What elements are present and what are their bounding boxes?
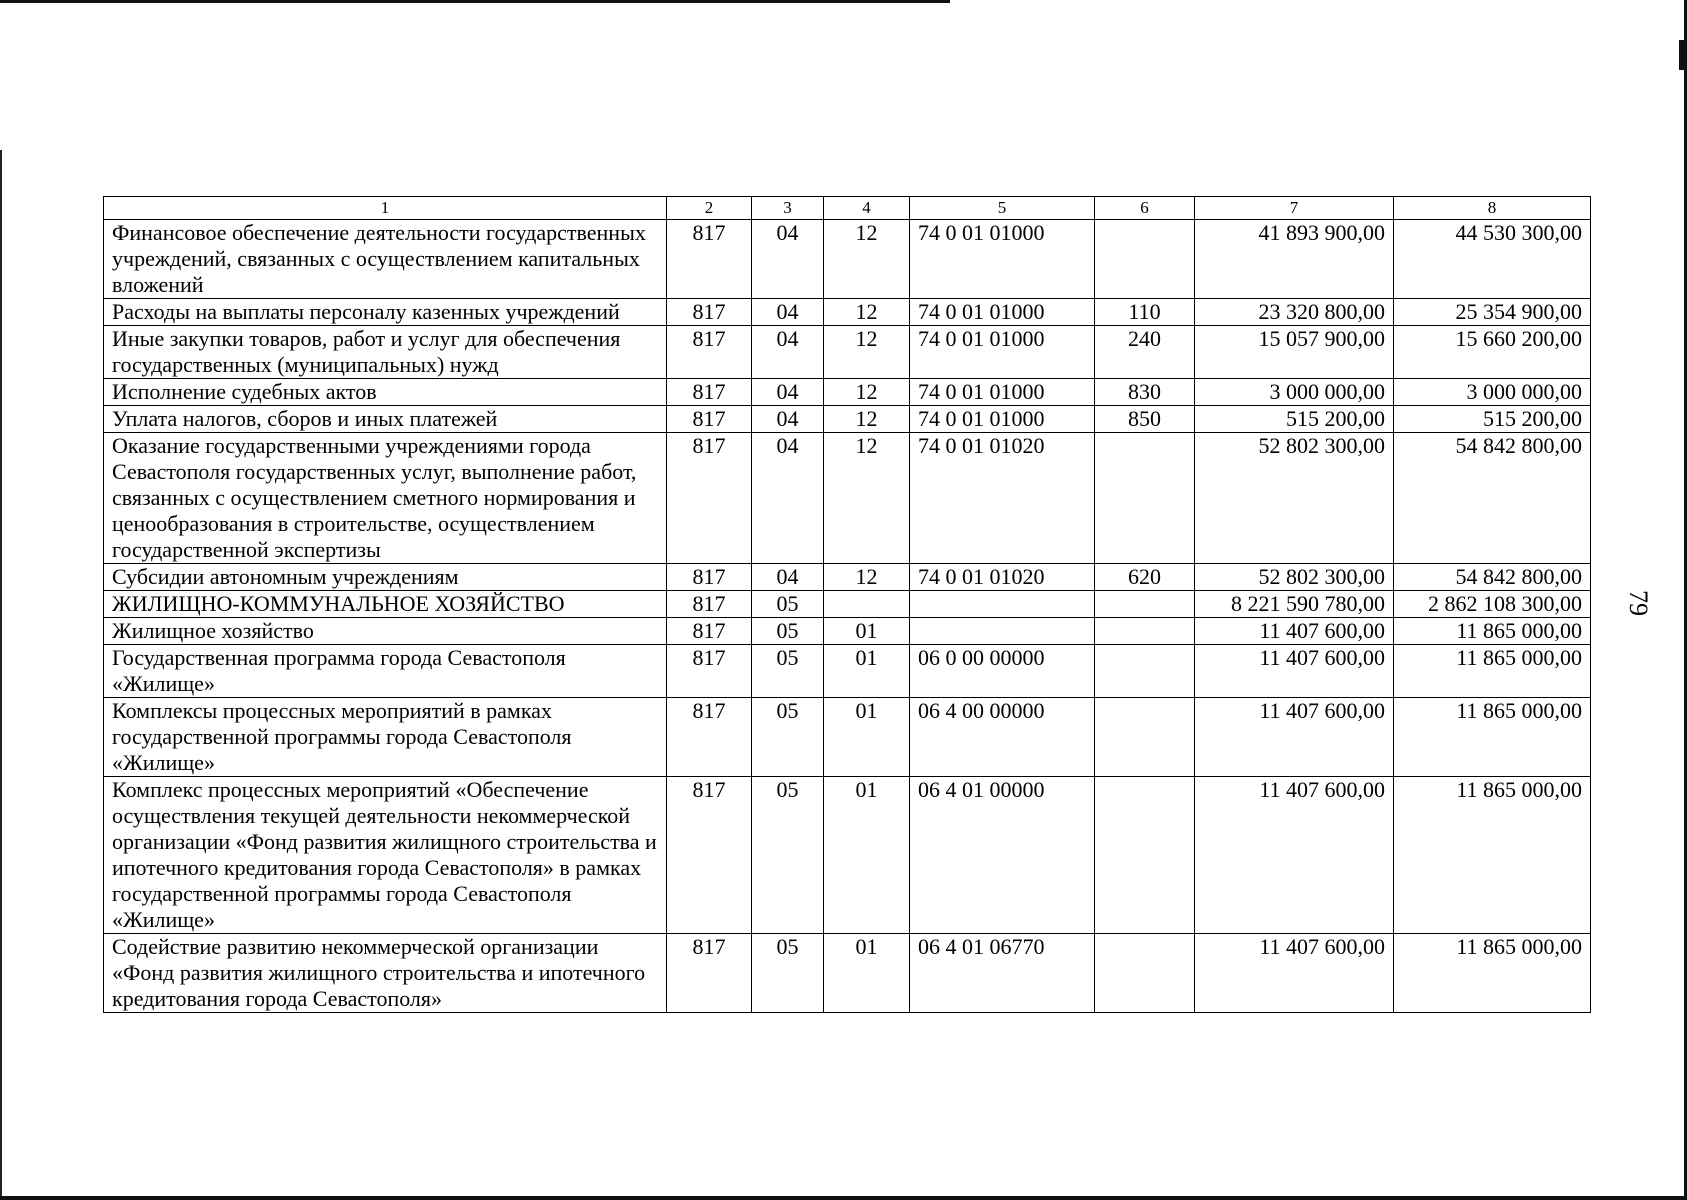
row-name: ЖИЛИЩНО-КОММУНАЛЬНОЕ ХОЗЯЙСТВО <box>104 591 667 618</box>
cell-amount-2: 2 862 108 300,00 <box>1394 591 1591 618</box>
header-row <box>104 197 1591 220</box>
table-row <box>104 220 1591 299</box>
row-name: Государственная программа города Севастополя «Жилище» <box>104 645 667 698</box>
column-header: 5 <box>910 197 1095 220</box>
cell-section: 04 <box>752 299 824 326</box>
row-name: Иные закупки товаров, работ и услуг для обеспечения государственных (муниципальных) нужд <box>104 326 667 379</box>
cell-expense-type <box>1095 220 1195 299</box>
cell-subsection: 12 <box>824 299 910 326</box>
cell-amount-2: 11 865 000,00 <box>1394 645 1591 698</box>
cell-section: 04 <box>752 220 824 299</box>
row-name: Содействие развитию некоммерческой организации «Фонд развития жилищного строительства и ипотечного кредитования города Севастополя» <box>104 934 667 1013</box>
cell-section: 04 <box>752 379 824 406</box>
cell-section: 05 <box>752 934 824 1013</box>
column-header: 7 <box>1195 197 1394 220</box>
cell-section: 04 <box>752 406 824 433</box>
cell-section: 04 <box>752 564 824 591</box>
cell-expense-type <box>1095 698 1195 777</box>
cell-amount-2: 11 865 000,00 <box>1394 698 1591 777</box>
row-name: Субсидии автономным учреждениям <box>104 564 667 591</box>
cell-amount-1: 8 221 590 780,00 <box>1195 591 1394 618</box>
budget-table <box>103 196 1591 1013</box>
cell-subsection: 12 <box>824 564 910 591</box>
row-name: Комплекс процессных мероприятий «Обеспечение осуществления текущей деятельности некоммерческой организации «Фонд развития жилищного строительства и ипотечного кредитования города Севастополя» в рамках государственной программы города Севастополя «Жилище» <box>104 777 667 934</box>
cell-ministry: 817 <box>667 934 752 1013</box>
cell-target-code: 06 4 01 06770 <box>910 934 1095 1013</box>
cell-ministry: 817 <box>667 564 752 591</box>
cell-amount-2: 515 200,00 <box>1394 406 1591 433</box>
scan-edge-mark <box>1679 40 1687 70</box>
row-name: Комплексы процессных мероприятий в рамках государственной программы города Севастополя «Жилище» <box>104 698 667 777</box>
cell-amount-2: 3 000 000,00 <box>1394 379 1591 406</box>
cell-expense-type <box>1095 591 1195 618</box>
row-name: Оказание государственными учреждениями города Севастополя государственных услуг, выполнение работ, связанных с осуществлением сметного нормирования и ценообразования в строительстве, осуществлением государственной экспертизы <box>104 433 667 564</box>
cell-target-code: 74 0 01 01000 <box>910 379 1095 406</box>
cell-subsection: 01 <box>824 618 910 645</box>
cell-subsection: 01 <box>824 934 910 1013</box>
scan-edge-left <box>0 150 2 1200</box>
cell-expense-type <box>1095 934 1195 1013</box>
cell-ministry: 817 <box>667 379 752 406</box>
table-row <box>104 564 1591 591</box>
cell-target-code: 74 0 01 01000 <box>910 299 1095 326</box>
cell-amount-2: 54 842 800,00 <box>1394 564 1591 591</box>
cell-subsection: 12 <box>824 406 910 433</box>
cell-expense-type <box>1095 777 1195 934</box>
cell-target-code: 06 0 00 00000 <box>910 645 1095 698</box>
cell-expense-type: 240 <box>1095 326 1195 379</box>
cell-ministry: 817 <box>667 406 752 433</box>
cell-section: 05 <box>752 591 824 618</box>
cell-amount-2: 15 660 200,00 <box>1394 326 1591 379</box>
cell-ministry: 817 <box>667 777 752 934</box>
cell-section: 04 <box>752 326 824 379</box>
cell-section: 05 <box>752 618 824 645</box>
cell-ministry: 817 <box>667 645 752 698</box>
cell-subsection: 12 <box>824 379 910 406</box>
column-header: 3 <box>752 197 824 220</box>
column-header: 1 <box>104 197 667 220</box>
cell-amount-1: 11 407 600,00 <box>1195 698 1394 777</box>
cell-amount-1: 11 407 600,00 <box>1195 645 1394 698</box>
cell-amount-1: 15 057 900,00 <box>1195 326 1394 379</box>
cell-expense-type <box>1095 433 1195 564</box>
cell-ministry: 817 <box>667 326 752 379</box>
cell-expense-type: 620 <box>1095 564 1195 591</box>
table-row <box>104 777 1591 934</box>
cell-amount-2: 54 842 800,00 <box>1394 433 1591 564</box>
cell-subsection: 01 <box>824 777 910 934</box>
cell-expense-type: 110 <box>1095 299 1195 326</box>
scan-edge-bottom <box>0 1196 1687 1200</box>
cell-section: 04 <box>752 433 824 564</box>
cell-target-code: 74 0 01 01000 <box>910 406 1095 433</box>
cell-target-code: 74 0 01 01000 <box>910 220 1095 299</box>
cell-subsection: 12 <box>824 433 910 564</box>
row-name: Финансовое обеспечение деятельности государственных учреждений, связанных с осуществлением капитальных вложений <box>104 220 667 299</box>
cell-amount-1: 3 000 000,00 <box>1195 379 1394 406</box>
row-name: Уплата налогов, сборов и иных платежей <box>104 406 667 433</box>
cell-subsection: 01 <box>824 698 910 777</box>
cell-subsection: 01 <box>824 645 910 698</box>
cell-target-code <box>910 618 1095 645</box>
cell-amount-2: 44 530 300,00 <box>1394 220 1591 299</box>
cell-expense-type: 830 <box>1095 379 1195 406</box>
table-row <box>104 618 1591 645</box>
table-row <box>104 326 1591 379</box>
column-header: 4 <box>824 197 910 220</box>
cell-amount-2: 25 354 900,00 <box>1394 299 1591 326</box>
cell-amount-1: 23 320 800,00 <box>1195 299 1394 326</box>
row-name: Расходы на выплаты персоналу казенных учреждений <box>104 299 667 326</box>
cell-amount-1: 11 407 600,00 <box>1195 618 1394 645</box>
cell-ministry: 817 <box>667 698 752 777</box>
table-row <box>104 591 1591 618</box>
cell-subsection: 12 <box>824 220 910 299</box>
scan-edge-top <box>0 0 950 3</box>
column-header: 6 <box>1095 197 1195 220</box>
table-row <box>104 433 1591 564</box>
cell-amount-1: 515 200,00 <box>1195 406 1394 433</box>
cell-amount-2: 11 865 000,00 <box>1394 777 1591 934</box>
cell-amount-1: 52 802 300,00 <box>1195 564 1394 591</box>
cell-subsection <box>824 591 910 618</box>
cell-amount-1: 52 802 300,00 <box>1195 433 1394 564</box>
cell-ministry: 817 <box>667 220 752 299</box>
cell-ministry: 817 <box>667 433 752 564</box>
row-name: Жилищное хозяйство <box>104 618 667 645</box>
row-name: Исполнение судебных актов <box>104 379 667 406</box>
cell-amount-2: 11 865 000,00 <box>1394 934 1591 1013</box>
cell-target-code: 74 0 01 01020 <box>910 433 1095 564</box>
cell-ministry: 817 <box>667 299 752 326</box>
column-header: 8 <box>1394 197 1591 220</box>
table-row <box>104 379 1591 406</box>
cell-section: 05 <box>752 698 824 777</box>
cell-section: 05 <box>752 645 824 698</box>
cell-amount-1: 11 407 600,00 <box>1195 777 1394 934</box>
cell-target-code: 06 4 01 00000 <box>910 777 1095 934</box>
cell-ministry: 817 <box>667 618 752 645</box>
table-row <box>104 406 1591 433</box>
cell-amount-1: 11 407 600,00 <box>1195 934 1394 1013</box>
page-number: 79 <box>1624 590 1653 616</box>
cell-expense-type <box>1095 645 1195 698</box>
cell-amount-1: 41 893 900,00 <box>1195 220 1394 299</box>
table-row <box>104 645 1591 698</box>
cell-target-code: 74 0 01 01020 <box>910 564 1095 591</box>
table-row <box>104 698 1591 777</box>
cell-target-code: 74 0 01 01000 <box>910 326 1095 379</box>
cell-target-code: 06 4 00 00000 <box>910 698 1095 777</box>
cell-ministry: 817 <box>667 591 752 618</box>
cell-amount-2: 11 865 000,00 <box>1394 618 1591 645</box>
cell-section: 05 <box>752 777 824 934</box>
column-header: 2 <box>667 197 752 220</box>
cell-expense-type: 850 <box>1095 406 1195 433</box>
table-row <box>104 934 1591 1013</box>
table-row <box>104 299 1591 326</box>
cell-expense-type <box>1095 618 1195 645</box>
cell-subsection: 12 <box>824 326 910 379</box>
cell-target-code <box>910 591 1095 618</box>
